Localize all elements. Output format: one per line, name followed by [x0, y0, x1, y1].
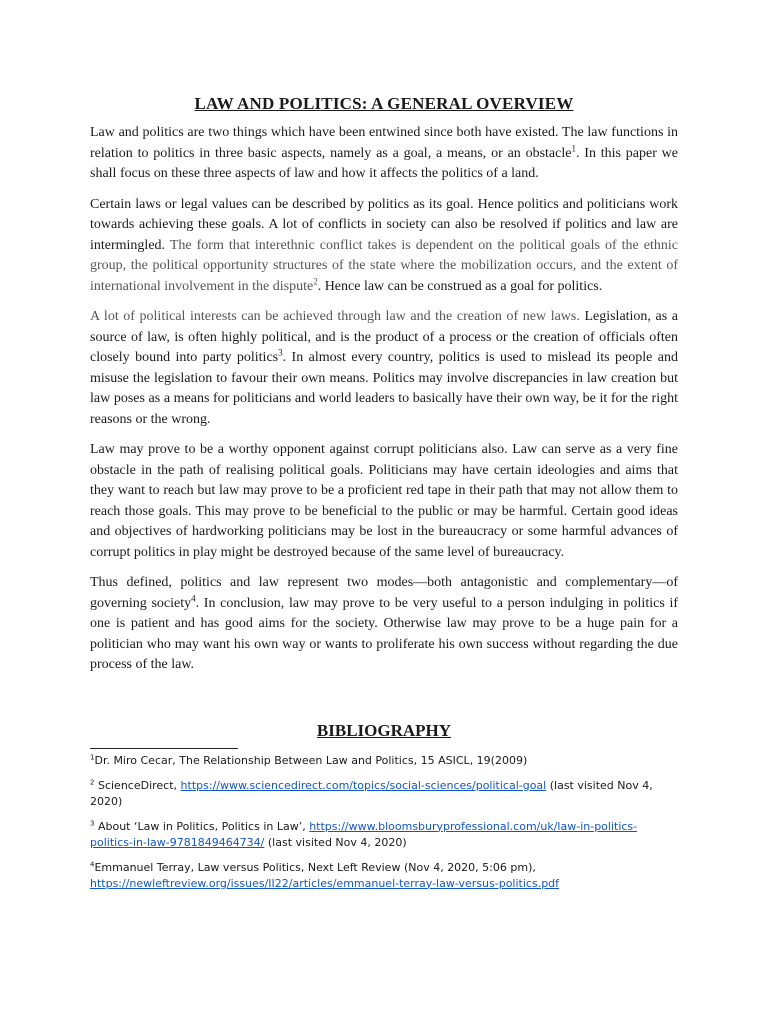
paragraph-3-text-c: . In almost every country, politics is used to mislead its people and misuse the legislation to favour their own means. Politics may involve discrepancies in law creation but law poses as a means for politicians and world leaders to basically have their own way, be it for the right reasons or the wrong. — [90, 350, 679, 427]
paragraph-1-text-b: . In this paper we shall focus on these three aspects of law and how it affects the politics of a land. — [90, 145, 679, 181]
footnotes — [90, 753, 678, 892]
footnote-ref-2: 2 — [313, 275, 318, 286]
footnote-divider — [90, 748, 238, 749]
footnote-ref-4: 4 — [191, 592, 196, 603]
footnote-3-pre: About ‘Law in Politics, Politics in Law’, — [94, 819, 310, 833]
footnote-2 — [90, 778, 678, 810]
footnote-1-text: Dr. Miro Cecar, The Relationship Between Law and Politics, 15 ASICL, 19(2009) — [94, 753, 528, 767]
footnote-number-2: 2 — [90, 777, 95, 786]
footnote-ref-1: 1 — [571, 142, 576, 153]
footnote-4 — [90, 860, 678, 892]
footnote-3-post: (last visited Nov 4, 2020) — [264, 835, 407, 849]
paragraph-2-text-c: . Hence law can be construed as a goal for politics. — [317, 278, 603, 294]
paragraph-3 — [90, 307, 678, 430]
footnote-number-3: 3 — [90, 818, 95, 827]
document-title: LAW AND POLITICS: A GENERAL OVERVIEW — [194, 94, 574, 113]
paragraph-2-text-a: Certain laws or legal values can be described by politics as its goal. Hence politics and politicians work towards achieving these goals. A lot of conflicts in society can also be resolved if politics and law are intermingled. — [90, 196, 678, 253]
footnote-4-pre: Emmanuel Terray, Law versus Politics, Next Left Review (Nov 4, 2020, 5:06 pm), — [94, 860, 536, 874]
footnote-2-link[interactable]: https://www.sciencedirect.com/topics/social-sciences/political-goal — [180, 778, 547, 792]
footnote-number-1: 1 — [90, 752, 95, 761]
paragraph-2 — [90, 195, 678, 298]
footnote-3 — [90, 819, 678, 851]
footnote-2-pre: ScienceDirect, — [94, 778, 181, 792]
paragraph-5-text-a: Thus defined, politics and law represent two modes—both antagonistic and complementary—of governing society — [90, 575, 678, 611]
bibliography-heading: BIBLIOGRAPHY — [316, 720, 452, 740]
paragraph-1-text-a: Law and politics are two things which have been entwined since both have existed. The law functions in relation to politics in three basic aspects, namely as a goal, a means, or an obstacle — [90, 125, 678, 161]
paragraph-3-text-a: A lot of political interests can be achieved through law and the creation of new laws. — [90, 309, 580, 324]
footnote-1 — [90, 753, 678, 769]
document-body — [90, 123, 678, 676]
footnote-number-4: 4 — [90, 859, 95, 868]
footnote-3-link[interactable]: https://www.bloomsburyprofessional.com/uk/law-in-politics-politics-in-law-9781849464734/ — [90, 819, 638, 849]
footnote-2-post: (last visited Nov 4, 2020) — [90, 778, 653, 808]
paragraph-4 — [90, 440, 678, 563]
paragraph-4-text-a: Law may prove to be a worthy opponent against corrupt politicians also. Law can serve as a very fine obstacle in the path of realising political goals. Politicians may have certain ideologies and aims that they want to reach but law may prove to be a proficient red tape in their path that may not allow them to reach those goals. This may prove to be beneficial to the public or may be harmful. Certain good ideas and objectives of hardworking politicians may be lost in the bureaucracy or some harmful advances of corrupt politics in play might be destroyed because of the same level of bureaucracy. — [90, 442, 678, 560]
paragraph-5-text-b: . In conclusion, law may prove to be very useful to a person indulging in politics if one is patient and has good aims for the society. Otherwise law may prove to be a huge pain for a politician who may want his own way or wants to proliferate his own success without regarding the due process of the law. — [90, 595, 678, 672]
paragraph-2-text-b: The form that interethnic conflict takes is dependent on the political goals of the ethnic group, the political opportunity structures of the state where the mobilization occurs, and the extent of international involvement in the dispute — [90, 237, 678, 294]
paragraph-5 — [90, 573, 678, 676]
paragraph-1 — [90, 123, 678, 185]
footnote-ref-3: 3 — [278, 347, 283, 358]
footnote-4-link[interactable]: https://newleftreview.org/issues/II22/articles/emmanuel-terray-law-versus-politics.pdf — [90, 876, 560, 890]
paragraph-3-text-b: Legislation, as a source of law, is often highly political, and is the product of a process or the creation of officials often closely bound into party politics — [90, 309, 678, 365]
